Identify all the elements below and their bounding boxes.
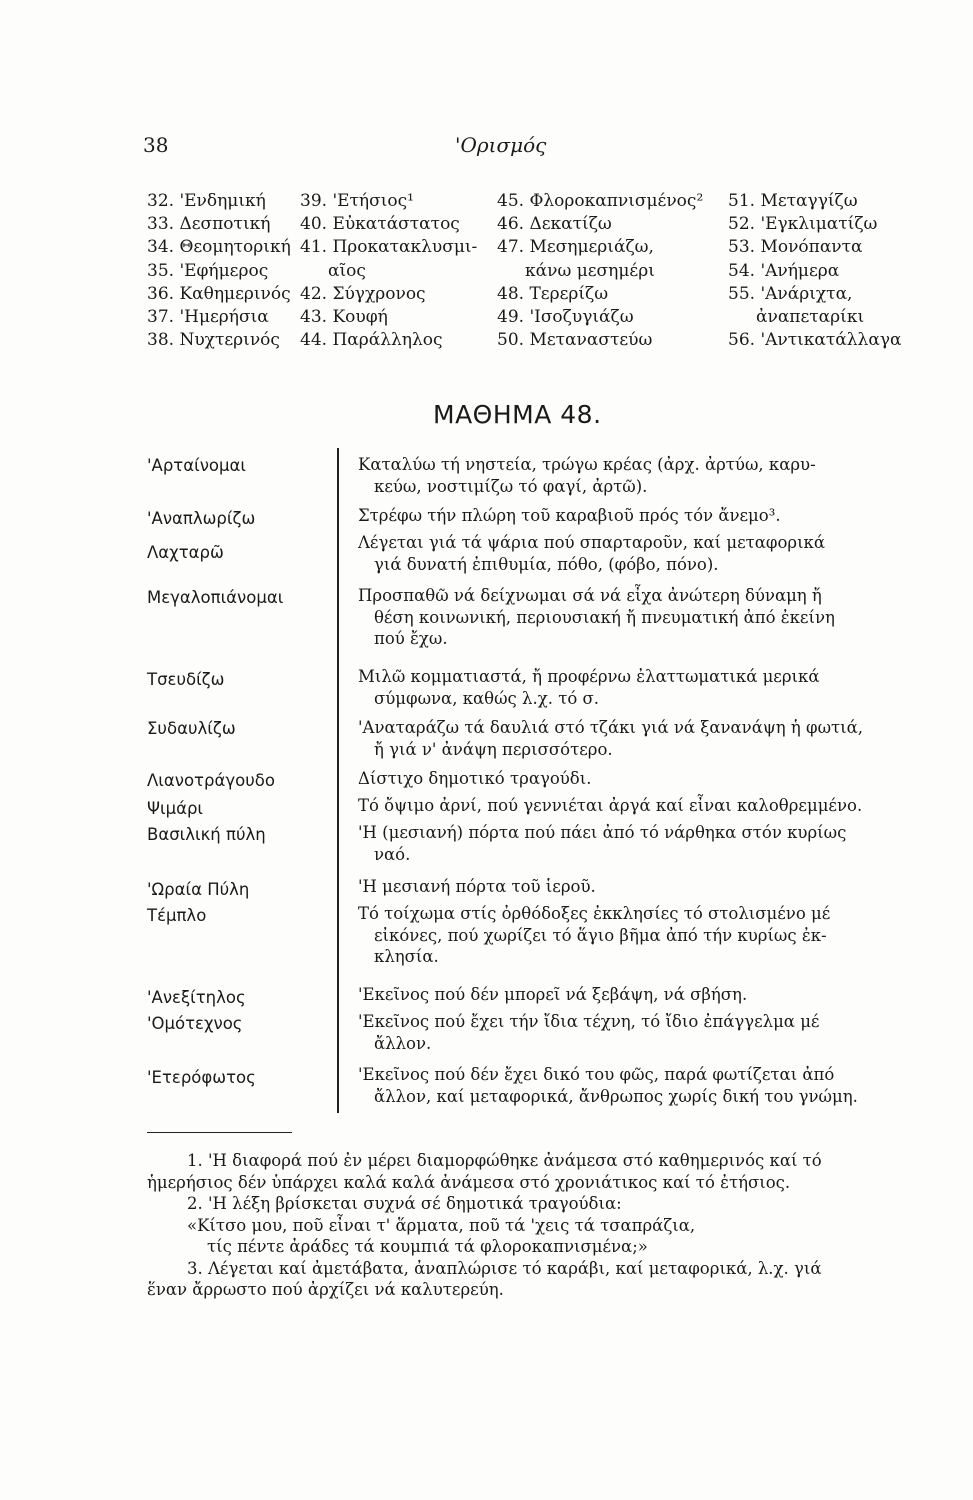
definition <box>358 585 903 650</box>
definition-line: πού ἔχω. <box>374 629 448 648</box>
word-list-item: 56. 'Αντικατάλλαγα <box>728 330 902 351</box>
word-list-item: 47. Μεσημεριάζω, <box>497 237 654 258</box>
word-list-item: 36. Καθημερινός <box>147 283 291 304</box>
term: 'Ωραία Πύλη <box>147 880 250 899</box>
footnote-1-line: ἡμερήσιος δέν ὑπάρχει καλά καλά ἀνάμεσα στό χρονιάτικος καί τό ἐτήσιος. <box>147 1172 791 1192</box>
word-list-item-continuation: ἀναπεταρίκι <box>756 307 865 328</box>
definition-line: 'Εκεῖνος πού ἔχει τήν ἴδια τέχνη, τό ἴδιο ἐπάγγελμα μέ <box>358 1012 820 1031</box>
footnote-divider <box>147 1132 292 1133</box>
word-list-item-continuation: κάνω μεσημέρι <box>525 260 655 281</box>
definition-line: κεύω, νοστιμίζω τό φαγί, ἀρτῶ). <box>374 476 648 496</box>
word-list-item: 43. Κουφή <box>300 307 388 328</box>
definition-line: 'Εκεῖνος πού δέν ἔχει δικό του φῶς, παρά φωτίζεται ἀπό <box>358 1065 835 1084</box>
definition-line: Στρέφω τήν πλώρη τοῦ καραβιοῦ πρός τόν ἄνεμο³. <box>358 506 781 525</box>
definition-line: σύμφωνα, καθώς λ.χ. τό σ. <box>374 688 600 708</box>
definition-line: Λέγεται γιά τά ψάρια πού σπαρταροῦν, καί μεταφορικά <box>358 533 826 552</box>
definition <box>358 903 903 968</box>
definition-line: Τό τοίχωμα στίς ὀρθόδοξες ἐκκλησίες τό στολισμένο μέ <box>358 904 831 923</box>
definition <box>358 454 903 497</box>
footnote-1-line: 1. 'Η διαφορά πού ἐν μέρει διαμορφώθηκε ἀνάμεσα στό καθημερινός καί τό <box>187 1151 822 1170</box>
definition <box>358 984 903 1006</box>
definition <box>358 1011 903 1054</box>
term: 'Ετερόφωτος <box>147 1068 256 1087</box>
definition-line: γιά δυνατή ἐπιθυμία, πόθο, (φόβο, πόνο). <box>374 554 719 574</box>
word-list-item: 37. 'Ημερήσια <box>147 307 269 328</box>
term: Συδαυλίζω <box>147 719 236 738</box>
word-list-column-1 <box>147 190 291 352</box>
word-list-item: 51. Μεταγγίζω <box>728 191 858 211</box>
definition-line: κλησία. <box>374 947 439 966</box>
footnote-3-line: ἕναν ἄρρωστο πού ἀρχίζει νά καλυτερεύη. <box>147 1280 504 1299</box>
definition <box>358 532 903 575</box>
footnote-2-quote-line: «Κίτσο μου, ποῦ εἶναι τ' ἅρματα, ποῦ τά 'χεις τά τσαπράζια, <box>187 1215 696 1235</box>
word-list-item: 44. Παράλληλος <box>300 330 443 351</box>
footnote-2-line: 2. 'Η λέξη βρίσκεται συχνά σέ δημοτικά τραγούδια: <box>187 1194 622 1213</box>
definition <box>358 822 903 865</box>
definition <box>358 795 903 817</box>
definition-line: Μιλῶ κομματιαστά, ἤ προφέρνω ἐλαττωματικά μερικά <box>358 667 820 686</box>
definition <box>358 717 903 760</box>
word-list-item: 35. 'Εφήμερος <box>147 260 269 281</box>
word-list-item: 54. 'Ανήμερα <box>728 260 840 281</box>
word-list-column-2 <box>300 190 477 352</box>
word-list-item: 50. Μεταναστεύω <box>497 330 653 351</box>
word-list-item: 52. 'Εγκλιματίζω <box>728 214 878 235</box>
word-list-item-continuation: αῖος <box>328 260 366 281</box>
definition <box>358 666 903 709</box>
word-list-item: 38. Νυχτερινός <box>147 330 280 351</box>
definition <box>358 505 903 527</box>
footnote-2-quote-line: τίς πέντε ἀράδες τά κουμπιά τά φλοροκαπνισμένα;» <box>207 1237 648 1256</box>
definition <box>358 876 903 898</box>
definition-line: 'Η μεσιανή πόρτα τοῦ ἱεροῦ. <box>358 877 596 896</box>
word-list-item: 42. Σύγχρονος <box>300 283 426 304</box>
definition-line: 'Εκεῖνος πού δέν μπορεῖ νά ξεβάψη, νά σβήση. <box>358 985 748 1004</box>
footnotes <box>147 1150 907 1301</box>
word-list-item: 33. Δεσποτική <box>147 214 271 235</box>
word-list-column-3 <box>497 190 703 352</box>
word-list-column-4 <box>728 190 901 352</box>
word-list-item: 48. Τερερίζω <box>497 283 609 304</box>
word-list-item: 41. Προκατακλυσμι- <box>300 237 478 258</box>
definition-line: ἄλλον, καί μεταφορικά, ἄνθρωπος χωρίς δική του γνώμη. <box>374 1086 858 1106</box>
word-list-item: 46. Δεκατίζω <box>497 214 612 235</box>
term: Μεγαλοπιάνομαι <box>147 588 284 607</box>
definition-line: 'Αναταράζω τά δαυλιά στό τζάκι γιά νά ξανανάψη ἡ φωτιά, <box>358 718 864 737</box>
column-divider <box>337 448 339 1113</box>
definition-line: Προσπαθῶ νά δείχνωμαι σά νά εἶχα ἀνώτερη δύναμη ἤ <box>358 586 822 605</box>
term: Ψιμάρι <box>147 799 204 818</box>
definition-line: ἄλλον. <box>374 1033 432 1053</box>
definition <box>358 1064 903 1107</box>
term: Βασιλική πύλη <box>147 825 266 844</box>
word-list-item: 34. Θεομητορική <box>147 237 291 258</box>
word-list-item: 53. Μονόπαντα <box>728 237 863 258</box>
term: 'Ομότεχνος <box>147 1014 243 1033</box>
term: 'Ανεξίτηλος <box>147 988 246 1007</box>
word-list-item: 32. 'Ενδημική <box>147 191 266 211</box>
definition-line: Τό ὄψιμο ἀρνί, πού γεννιέται ἀργά καί εἶναι καλοθρεμμένο. <box>358 796 863 815</box>
definition-line: Καταλύω τή νηστεία, τρώγω κρέας (ἀρχ. ἀρτύω, καρυ- <box>358 455 816 474</box>
page-number: 38 <box>143 133 169 157</box>
term: Τέμπλο <box>147 906 207 925</box>
definition-line: εἰκόνες, πού χωρίζει τό ἅγιο βῆμα ἀπό τήν κυρίως ἐκ- <box>374 925 827 945</box>
definition-line: ναό. <box>374 844 411 864</box>
term: Λιανοτράγουδο <box>147 771 275 790</box>
running-head: 'Ορισμός <box>455 133 547 157</box>
footnote-3-line: 3. Λέγεται καί ἀμετάβατα, ἀναπλώρισε τό καράβι, καί μεταφορικά, λ.χ. γιά <box>187 1258 822 1278</box>
term: 'Αναπλωρίζω <box>147 509 256 528</box>
word-list-item: 40. Εὐκατάστατος <box>300 214 460 235</box>
definition-line: θέση κοινωνική, περιουσιακή ἤ πνευματική ἀπό ἐκείνη <box>374 607 835 627</box>
word-list-item: 55. 'Ανάριχτα, <box>728 283 853 304</box>
term: 'Αρταίνομαι <box>147 456 246 475</box>
word-list-item: 45. Φλοροκαπνισμένος² <box>497 191 704 211</box>
definition-line: ἤ γιά ν' ἀνάψη περισσότερο. <box>374 739 613 759</box>
word-list-item: 39. 'Ετήσιος¹ <box>300 191 414 211</box>
word-list-item: 49. 'Ισοζυγιάζω <box>497 307 634 328</box>
definition <box>358 768 903 790</box>
definition-line: Δίστιχο δημοτικό τραγούδι. <box>358 769 592 788</box>
lesson-title: ΜΑΘΗΜΑ 48. <box>433 400 602 429</box>
term: Λαχταρῶ <box>147 543 224 562</box>
term: Τσευδίζω <box>147 670 225 689</box>
definition-line: 'Η (μεσιανή) πόρτα πού πάει ἀπό τό νάρθηκα στόν κυρίως <box>358 823 847 842</box>
